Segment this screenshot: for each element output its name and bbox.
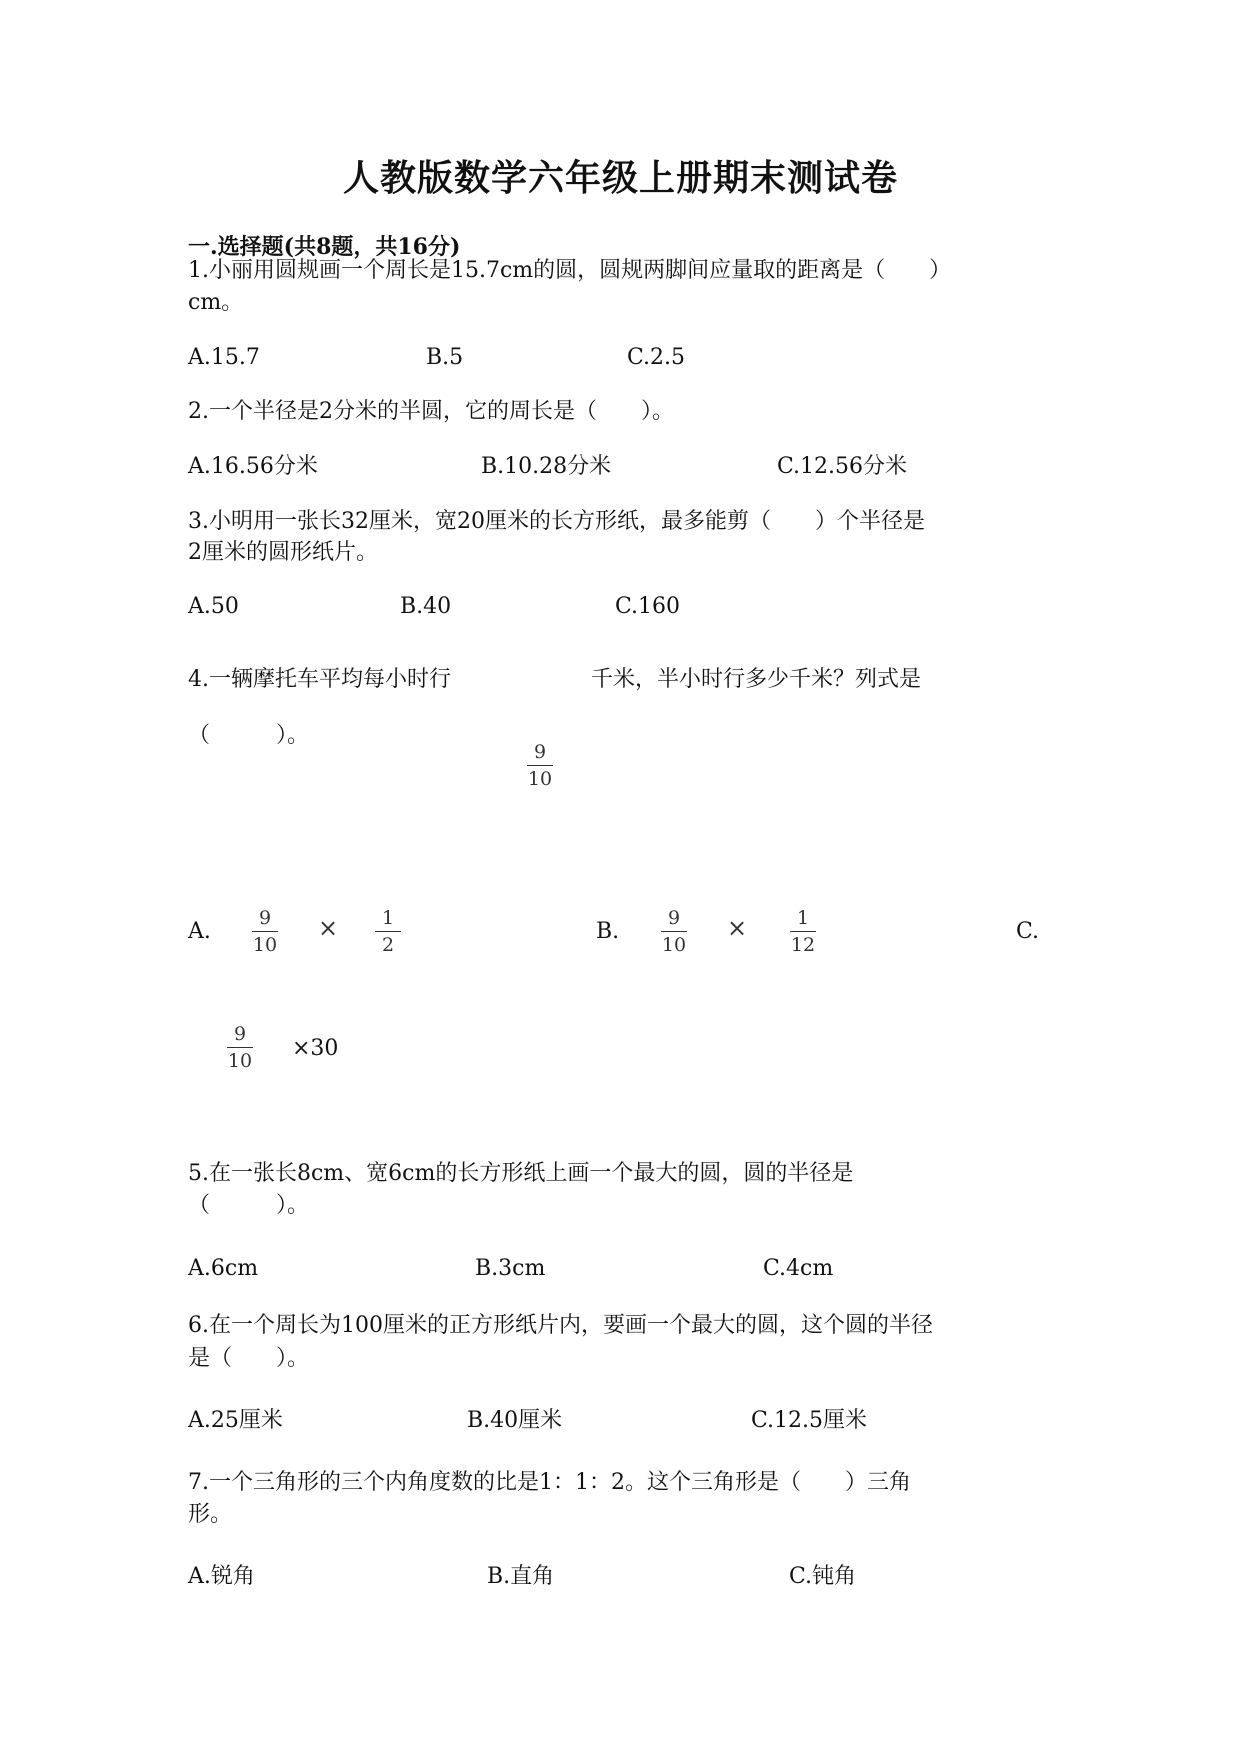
fraction-denominator: 10 bbox=[227, 1050, 253, 1072]
question-2-option-a: A.16.56分米 bbox=[188, 454, 318, 479]
question-3-line-1: 3.小明用一张长32厘米，宽20厘米的长方形纸，最多能剪（ ）个半径是 bbox=[188, 509, 925, 534]
question-6-option-b: B.40厘米 bbox=[467, 1408, 563, 1433]
option-b-fraction-2 bbox=[790, 908, 816, 955]
question-4-option-a-label: A. bbox=[188, 919, 211, 944]
question-7-option-a: A.锐角 bbox=[188, 1564, 255, 1589]
fraction-numerator: 1 bbox=[796, 907, 810, 929]
question-3-option-c: C.160 bbox=[615, 594, 681, 619]
question-4-option-c-tail: ×30 bbox=[292, 1036, 339, 1061]
question-1-option-a: A.15.7 bbox=[188, 345, 260, 370]
question-4-fraction bbox=[527, 742, 553, 789]
question-4-text-before: 4.一辆摩托车平均每小时行 bbox=[188, 667, 451, 692]
question-2-line-1: 2.一个半径是2分米的半圆，它的周长是（ ）。 bbox=[188, 399, 674, 424]
fraction-bar bbox=[227, 1047, 253, 1048]
multiply-sign: × bbox=[727, 914, 748, 942]
question-4-option-c-label: C. bbox=[1016, 919, 1040, 944]
question-5-line-1: 5.在一张长8cm、宽6cm的长方形纸上画一个最大的圆，圆的半径是 bbox=[188, 1161, 854, 1186]
fraction-numerator: 9 bbox=[667, 907, 681, 929]
fraction-denominator: 12 bbox=[790, 934, 816, 956]
fraction-numerator: 1 bbox=[381, 907, 395, 929]
question-1-option-b: B.5 bbox=[426, 345, 464, 370]
question-1-line-1: 1.小丽用圆规画一个周长是15.7cm的圆，圆规两脚间应量取的距离是（ ） bbox=[188, 258, 952, 283]
question-7-line-2: 形。 bbox=[188, 1502, 233, 1527]
question-1-option-c: C.2.5 bbox=[627, 345, 686, 370]
question-7-option-b: B.直角 bbox=[487, 1564, 555, 1589]
fraction-denominator: 10 bbox=[252, 934, 278, 956]
option-c-fraction bbox=[227, 1024, 253, 1071]
question-6-line-1: 6.在一个周长为100厘米的正方形纸片内，要画一个最大的圆，这个圆的半径 bbox=[188, 1313, 933, 1338]
question-7-option-c: C.钝角 bbox=[789, 1564, 857, 1589]
question-2-option-c: C.12.56分米 bbox=[777, 454, 908, 479]
fraction-numerator: 9 bbox=[258, 907, 272, 929]
question-3-line-2: 2厘米的圆形纸片。 bbox=[188, 540, 378, 565]
section-heading: 一.选择题(共8题，共16分) bbox=[188, 234, 461, 260]
question-5-option-a: A.6cm bbox=[188, 1256, 259, 1281]
question-5-line-2: （ ）。 bbox=[188, 1193, 310, 1218]
question-6-option-a: A.25厘米 bbox=[188, 1408, 283, 1433]
fraction-bar bbox=[375, 931, 401, 932]
fraction-bar bbox=[527, 765, 553, 766]
question-2-option-b: B.10.28分米 bbox=[481, 454, 612, 479]
option-b-fraction-1 bbox=[661, 908, 687, 955]
multiply-sign: × bbox=[318, 914, 339, 942]
question-4-line-2: （ ）。 bbox=[188, 723, 310, 748]
option-a-fraction-2 bbox=[375, 908, 401, 955]
question-5-option-c: C.4cm bbox=[763, 1256, 834, 1281]
question-3-option-b: B.40 bbox=[400, 594, 452, 619]
question-6-line-2: 是（ ）。 bbox=[188, 1346, 310, 1371]
option-a-fraction-1 bbox=[252, 908, 278, 955]
fraction-denominator: 10 bbox=[527, 768, 553, 790]
question-6-option-c: C.12.5厘米 bbox=[751, 1408, 868, 1433]
fraction-numerator: 9 bbox=[233, 1023, 247, 1045]
question-4-option-b-label: B. bbox=[596, 919, 620, 944]
question-5-option-b: B.3cm bbox=[475, 1256, 546, 1281]
fraction-bar bbox=[790, 931, 816, 932]
fraction-numerator: 9 bbox=[533, 741, 547, 763]
fraction-denominator: 10 bbox=[661, 934, 687, 956]
question-3-option-a: A.50 bbox=[188, 594, 239, 619]
fraction-denominator: 2 bbox=[381, 934, 395, 956]
question-4-text-after: 千米，半小时行多少千米？列式是 bbox=[591, 667, 922, 692]
question-1-line-2: cm。 bbox=[188, 290, 244, 315]
fraction-bar bbox=[252, 931, 278, 932]
page-title: 人教版数学六年级上册期末测试卷 bbox=[342, 157, 898, 199]
question-7-line-1: 7.一个三角形的三个内角度数的比是1：1：2。这个三角形是（ ）三角 bbox=[188, 1470, 911, 1495]
fraction-bar bbox=[661, 931, 687, 932]
